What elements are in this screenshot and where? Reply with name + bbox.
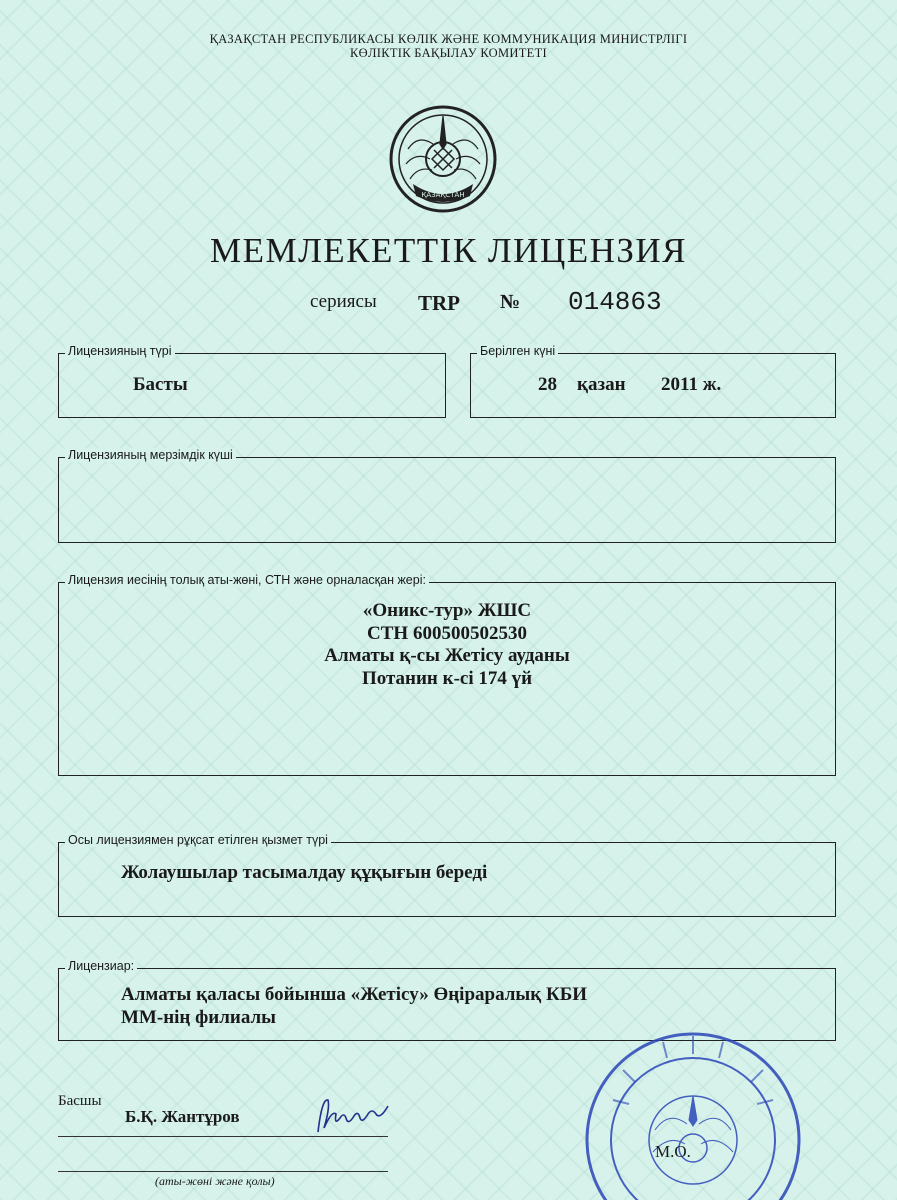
holder-name: «Оникс-тур» ЖШС	[362, 600, 532, 621]
issue-month: қазан	[577, 374, 626, 395]
document-title: МЕМЛЕКЕТТІК ЛИЦЕНЗИЯ	[209, 231, 688, 270]
committee-header: КӨЛІКТІК БАҚЫЛАУ КОМИТЕТІ	[349, 46, 548, 60]
holder-street: Потанин к-сі 174 үй	[361, 667, 533, 689]
license-type-box	[58, 344, 446, 418]
holder-label: Лицензия иесінің толық аты-жөні, СТН және орналасқан жері:	[65, 573, 429, 587]
holder-city: Алматы қ-сы Жетісу ауданы	[324, 645, 570, 666]
license-type-label: Лицензияның түрі	[65, 344, 175, 358]
activity-value: Жолаушылар тасымалдау құқығын береді	[121, 862, 488, 883]
series-value: TRP	[418, 291, 460, 315]
licensor-details	[121, 983, 587, 1029]
signature-icon	[310, 1088, 395, 1138]
licensor-line-1: Алматы қаласы бойынша «Жетісу» Өңіраралық КБИ	[121, 984, 588, 1005]
series-label: сериясы	[310, 291, 377, 312]
issue-year: 2011 ж.	[661, 374, 722, 395]
signatory-name: Б.Қ. Жантұров	[125, 1107, 240, 1126]
license-type-value: Басты	[133, 374, 188, 395]
signatory-role: Басшы	[58, 1093, 102, 1109]
issue-day: 28	[538, 374, 557, 395]
holder-box	[58, 573, 836, 776]
validity-label: Лицензияның мерзімдік күші	[65, 448, 236, 462]
license-number: 014863	[568, 287, 662, 317]
issue-date-label: Берілген күні	[477, 344, 558, 358]
issue-date-box	[470, 344, 836, 418]
licensor-line-2: ММ-нің филиалы	[121, 1007, 276, 1028]
state-emblem-icon	[388, 104, 498, 214]
activity-box	[58, 833, 836, 917]
signature-line	[58, 1136, 388, 1137]
validity-box	[58, 448, 836, 543]
emblem-text: ҚАЗАҚСТАН	[421, 191, 465, 199]
holder-details	[59, 600, 835, 690]
holder-tin: СТН 600500502530	[367, 622, 527, 644]
caption-line	[58, 1171, 388, 1172]
activity-label: Осы лицензиямен рұқсат етілген қызмет түрі	[65, 833, 331, 847]
signature-caption: (аты-жөні және қолы)	[155, 1174, 275, 1188]
ministry-header: ҚАЗАҚСТАН РЕСПУБЛИКАСЫ КӨЛІК ЖӘНЕ КОММУНИКАЦИЯ МИНИСТРЛІГІ	[209, 32, 688, 46]
stamp-mark: М.О.	[655, 1142, 691, 1161]
official-stamp-icon	[583, 1030, 803, 1200]
licensor-label: Лицензиар:	[65, 959, 137, 973]
number-sign: №	[500, 291, 521, 313]
